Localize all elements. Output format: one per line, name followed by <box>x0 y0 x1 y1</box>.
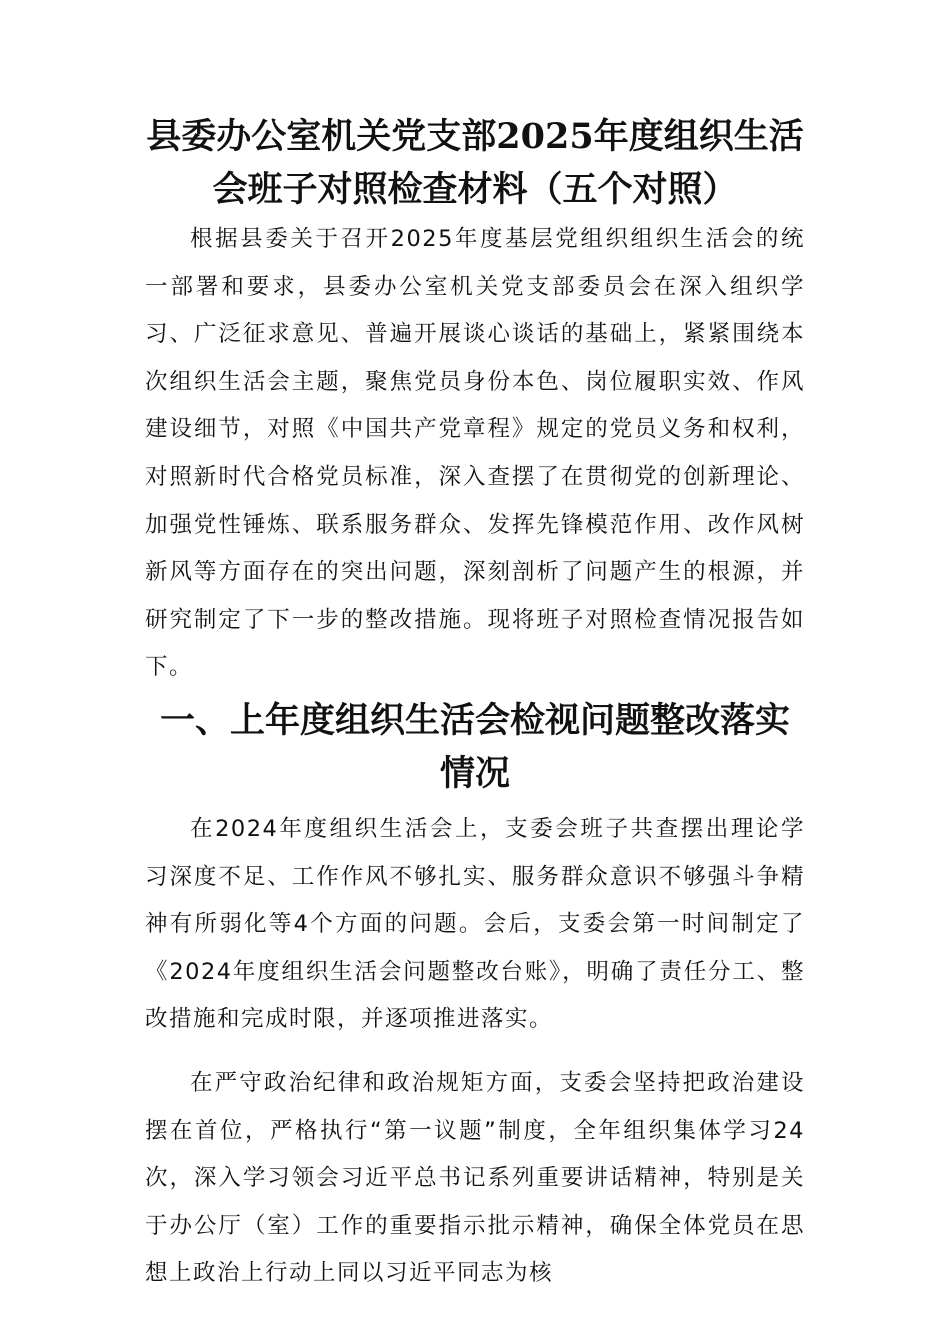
section-1-heading-line-2: 情况 <box>439 752 510 794</box>
section-1-paragraph-2: 在严守政治纪律和政治规矩方面，支委会坚持把政治建设摆在首位，严格执行“第一议题”制度，全年组织集体学习24次，深入学习领会习近平总书记系列重要讲话精神，特别是关于办公厅（室）工作的重要指示批示精神，确保全体党员在思想上政治上行动上同以习近平同志为核 <box>145 1069 805 1287</box>
intro-paragraph: 根据县委关于召开2025年度基层党组织组织生活会的统一部署和要求，县委办公室机关党支部委员会在深入组织学习、广泛征求意见、普遍开展谈心谈话的基础上，紧紧围绕本次组织生活会主题，聚焦党员身份本色、岗位履职实效、作风建设细节，对照《中国共产党章程》规定的党员义务和权利，对照新时代合格党员标准，深入查摆了在贯彻党的创新理论、加强党性锤炼、联系服务群众、发挥先锋模范作用、改作风树新风等方面存在的突出问题，深刻剖析了问题产生的根源，并研究制定了下一步的整改措施。现将班子对照检查情况报告如下。 <box>145 226 805 681</box>
document-title-line-1: 县委办公室机关党支部2025年度组织生活 <box>146 116 804 157</box>
document-page <box>145 110 805 1298</box>
document-title <box>145 110 805 216</box>
section-1-heading <box>145 694 805 800</box>
document-title-line-2: 会班子对照检查材料（五个对照） <box>212 169 738 210</box>
section-1-heading-line-1: 一、上年度组织生活会检视问题整改落实 <box>159 699 790 741</box>
section-1-paragraph-1: 在2024年度组织生活会上，支委会班子共查摆出理论学习深度不足、工作作风不够扎实、服务群众意识不够强斗争精神有所弱化等4个方面的问题。会后，支委会第一时间制定了《2024年度组织生活会问题整改台账》，明确了责任分工、整改措施和完成时限，并逐项推进落实。 <box>145 815 805 1033</box>
